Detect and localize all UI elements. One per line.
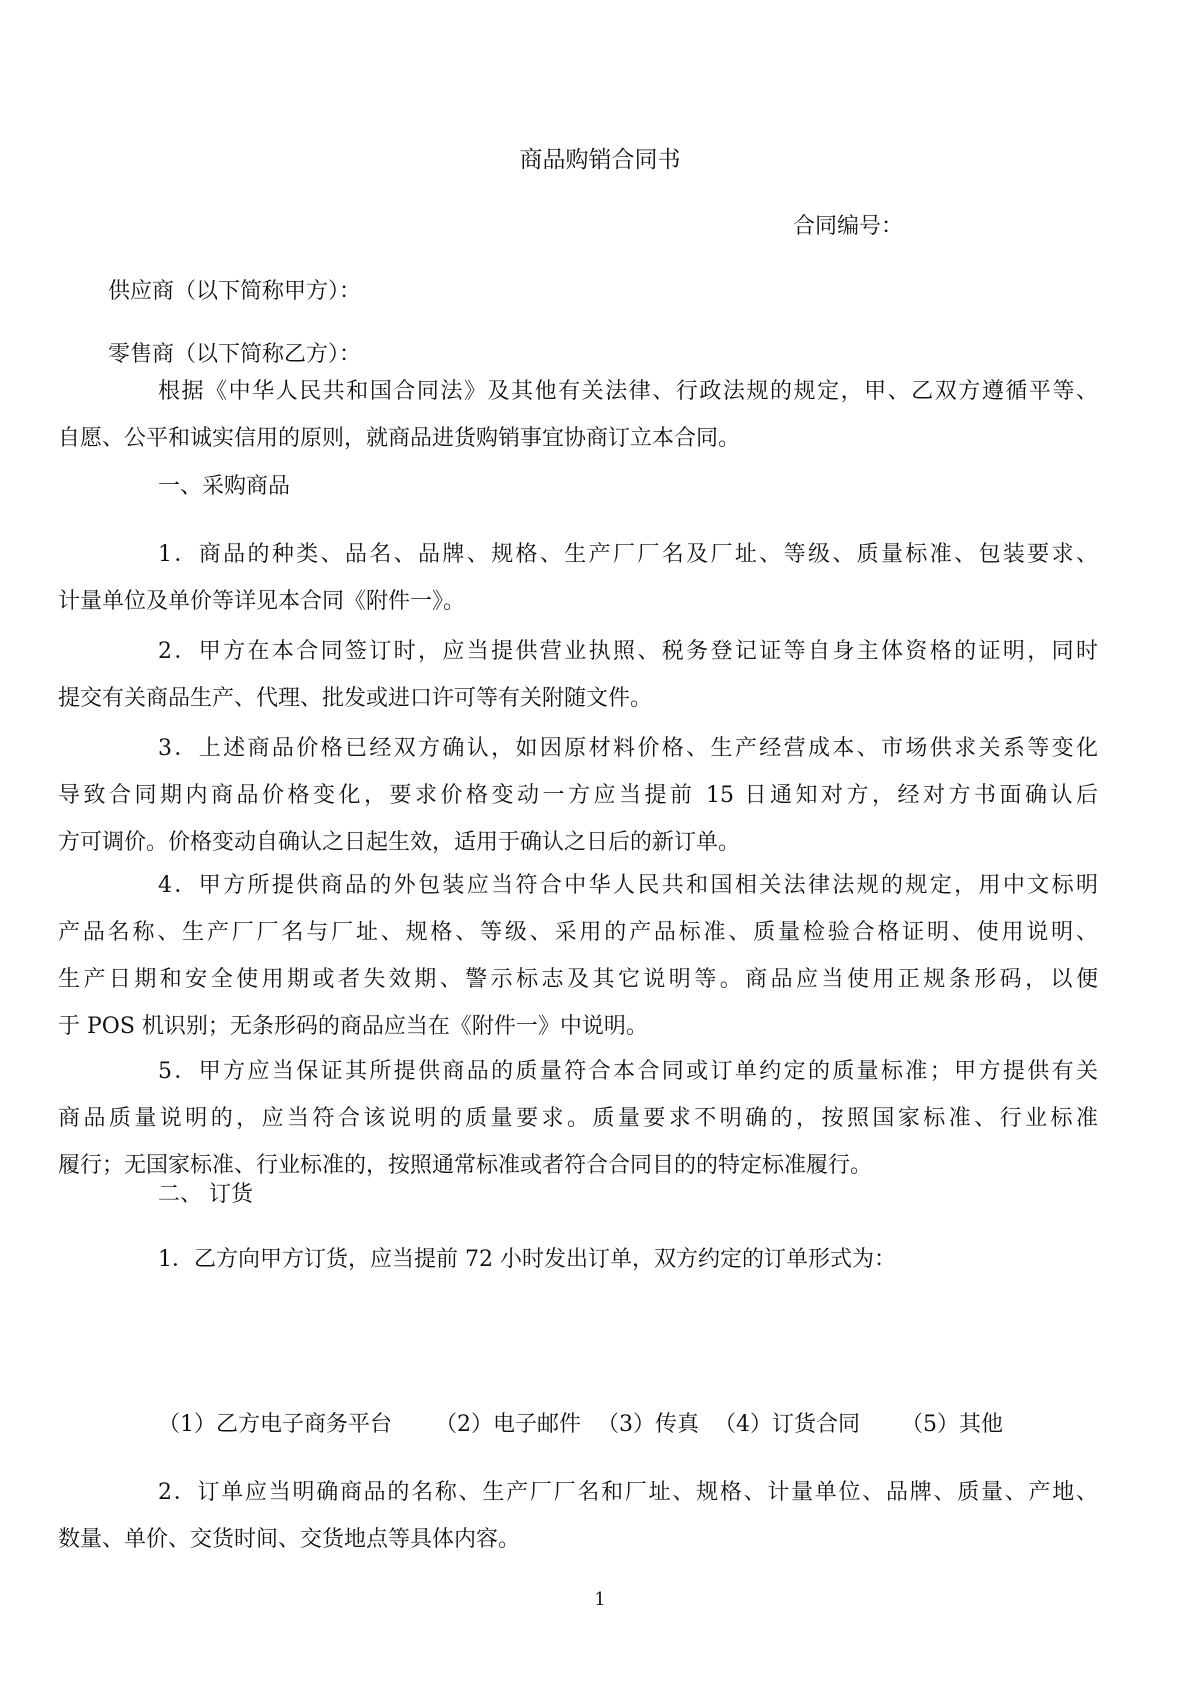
paragraph-line: 方可调价。价格变动自确认之日起生效，适用于确认之日后的新订单。 <box>58 830 741 855</box>
paragraph-line: 履行；无国家标准、行业标准的，按照通常标准或者符合合同目的的特定标准履行。 <box>58 1153 873 1178</box>
preamble-paragraph <box>58 368 1098 462</box>
clause-1-1 <box>58 531 1098 625</box>
paragraph-line: 4．甲方所提供商品的外包装应当符合中华人民共和国相关法律法规的规定，用中文标明 <box>158 873 1098 898</box>
paragraph-line: 3．上述商品价格已经双方确认，如因原材料价格、生产经营成本、市场供求关系等变化 <box>158 736 1098 761</box>
paragraph-line: 5．甲方应当保证其所提供商品的质量符合本合同或订单约定的质量标准；甲方提供有关 <box>158 1059 1098 1084</box>
paragraph-line: 导致合同期内商品价格变化，要求价格变动一方应当提前 15 日通知对方，经对方书面确认后 <box>58 783 1098 808</box>
order-form-options <box>158 1408 1003 1442</box>
paragraph-line: 数量、单价、交货时间、交货地点等具体内容。 <box>58 1527 521 1552</box>
paragraph-line: 计量单位及单价等详见本合同《附件一》。 <box>58 589 466 614</box>
clause-1-3 <box>58 725 1098 866</box>
option-item: （5）其他 <box>901 1412 1003 1437</box>
clause-2-1: 1．乙方向甲方订货，应当提前 72 小时发出订单，双方约定的订单形式为： <box>158 1247 896 1272</box>
paragraph-line: 提交有关商品生产、代理、批发或进口许可等有关附随文件。 <box>58 686 653 711</box>
page-number: 1 <box>594 1589 606 1610</box>
paragraph-line: 商品质量说明的，应当符合该说明的质量要求。质量要求不明确的，按照国家标准、行业标准 <box>58 1106 1098 1131</box>
paragraph-line: 根据《中华人民共和国合同法》及其他有关法律、行政法规的规定，甲、乙双方遵循平等、 <box>158 379 1098 404</box>
paragraph-line: 生产日期和安全使用期或者失效期、警示标志及其它说明等。商品应当使用正规条形码，以便 <box>58 967 1098 992</box>
party-a-label: 供应商（以下简称甲方）： <box>108 279 362 304</box>
clause-1-4 <box>58 862 1098 1050</box>
paragraph-line: 产品名称、生产厂厂名与厂址、规格、等级、采用的产品标准、质量检验合格证明、使用说明、 <box>58 920 1098 945</box>
option-item: （3）传真 <box>597 1412 699 1437</box>
option-item: （2）电子邮件 <box>435 1412 581 1437</box>
paragraph-line: 2．订单应当明确商品的名称、生产厂厂名和厂址、规格、计量单位、品牌、质量、产地、 <box>158 1480 1098 1505</box>
option-item: （1）乙方电子商务平台 <box>158 1412 392 1437</box>
clause-1-5 <box>58 1048 1098 1189</box>
paragraph-line: 自愿、公平和诚实信用的原则，就商品进货购销事宜协商订立本合同。 <box>58 426 741 451</box>
paragraph-line: 2．甲方在本合同签订时，应当提供营业执照、税务登记证等自身主体资格的证明，同时 <box>158 639 1098 664</box>
contract-number-label: 合同编号： <box>793 214 904 239</box>
section-heading-1: 一、采购商品 <box>158 474 291 499</box>
paragraph-line: 于 POS 机识别；无条形码的商品应当在《附件一》中说明。 <box>58 1014 648 1039</box>
paragraph-line: 1．商品的种类、品名、品牌、规格、生产厂厂名及厂址、等级、质量标准、包装要求、 <box>158 542 1098 567</box>
clause-1-2 <box>58 628 1098 722</box>
section-heading-2: 二、 订货 <box>158 1182 253 1207</box>
document-title: 商品购销合同书 <box>519 147 681 173</box>
party-b-label: 零售商（以下简称乙方）： <box>108 342 362 367</box>
option-item: （4）订货合同 <box>714 1412 860 1437</box>
clause-2-2 <box>58 1469 1098 1563</box>
